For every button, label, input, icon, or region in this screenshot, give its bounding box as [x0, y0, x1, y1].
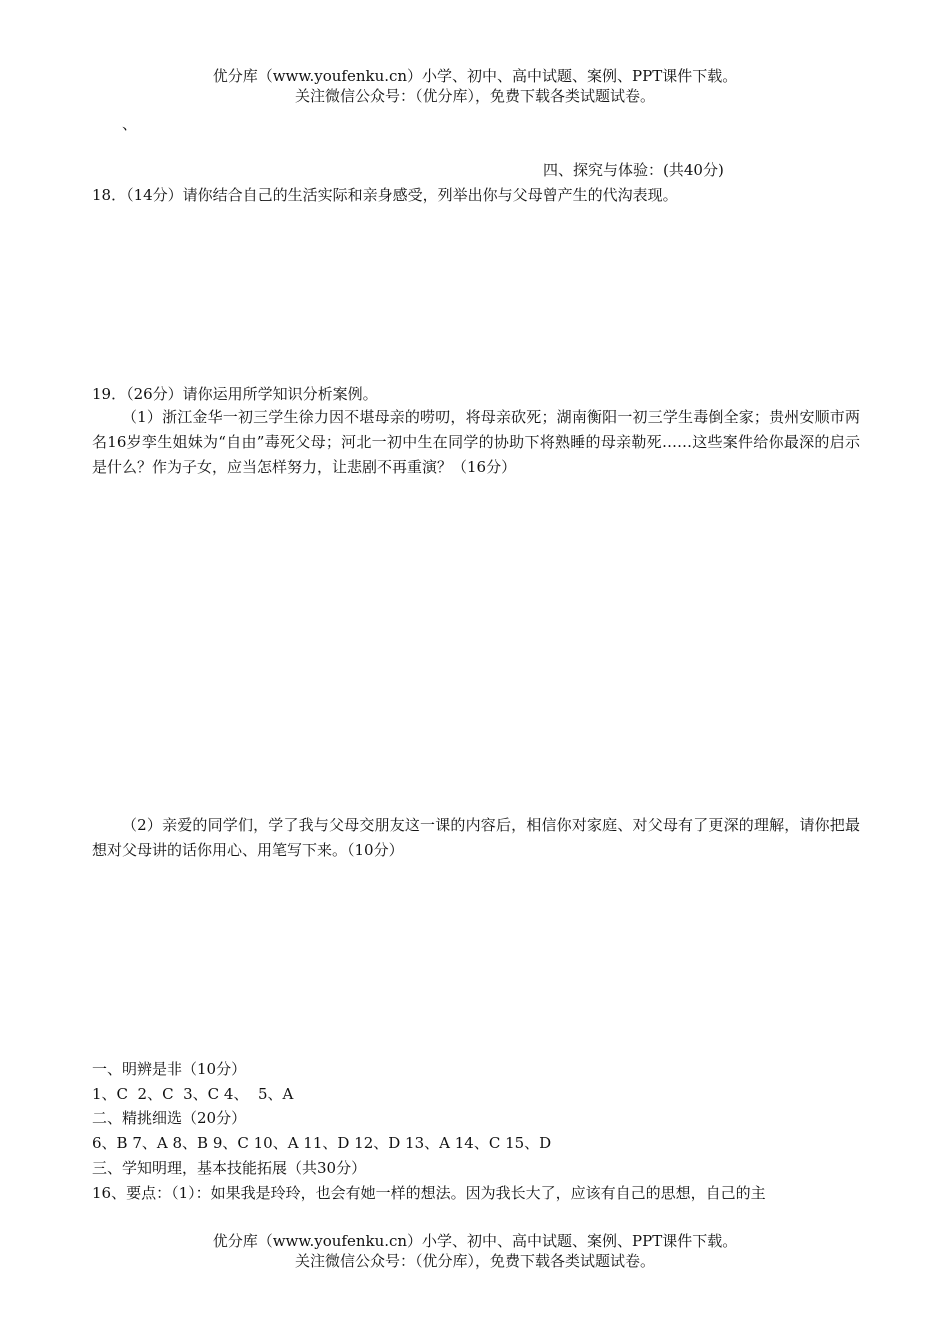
question-19: 19．（26分）请你运用所学知识分析案例。 — [92, 385, 378, 403]
header-line-1: 优分库（www.youfenku.cn）小学、初中、高中试题、案例、PPT课件下载。 — [212, 67, 738, 85]
stray-mark: 、 — [122, 115, 138, 133]
footer-line-2: 关注微信公众号：（优分库），免费下载各类试题试卷。 — [294, 1252, 655, 1270]
answer-section-2-title: 二、精挑细选（20分） — [92, 1109, 247, 1127]
question-19-part-2: （2）亲爱的同学们，学了我与父母交朋友这一课的内容后，相信你对家庭、对父母有了更深的理解，请你把最想对父母讲的话你用心、用笔写下来。（10分） — [92, 816, 860, 859]
answer-section-1-title: 一、明辨是非（10分） — [92, 1060, 247, 1078]
header-line-2: 关注微信公众号：（优分库），免费下载各类试题试卷。 — [294, 87, 655, 105]
answer-section-3-title: 三、学知明理，基本技能拓展（共30分） — [92, 1159, 367, 1177]
footer-line-1: 优分库（www.youfenku.cn）小学、初中、高中试题、案例、PPT课件下载。 — [212, 1232, 738, 1250]
question-19-part-1: （1）浙江金华一初三学生徐力因不堪母亲的唠叨，将母亲砍死；湖南衡阳一初三学生毒倒全家；贵州安顺市两名16岁孪生姐妹为“自由”毒死父母；河北一初中生在同学的协助下将熟睡的母亲勒死……这些案件给你最深的启示是什么？作为子女，应当怎样努力，让悲剧不再重演？（16分） — [92, 408, 860, 476]
answer-section-2-answers: 6、B 7、A 8、B 9、C 10、A 11、D 12、D 13、A 14、C 15、D — [92, 1134, 552, 1152]
section-4-title: 四、探究与体验：(共40分) — [543, 161, 724, 179]
answer-16: 16、要点：（1）：如果我是玲玲，也会有她一样的想法。因为我长大了，应该有自己的思想，自己的主 — [92, 1184, 766, 1202]
answer-section-1-answers: 1、C 2、C 3、C 4、 5、A — [92, 1085, 294, 1103]
question-18: 18．（14分）请你结合自己的生活实际和亲身感受，列举出你与父母曾产生的代沟表现。 — [92, 186, 678, 204]
